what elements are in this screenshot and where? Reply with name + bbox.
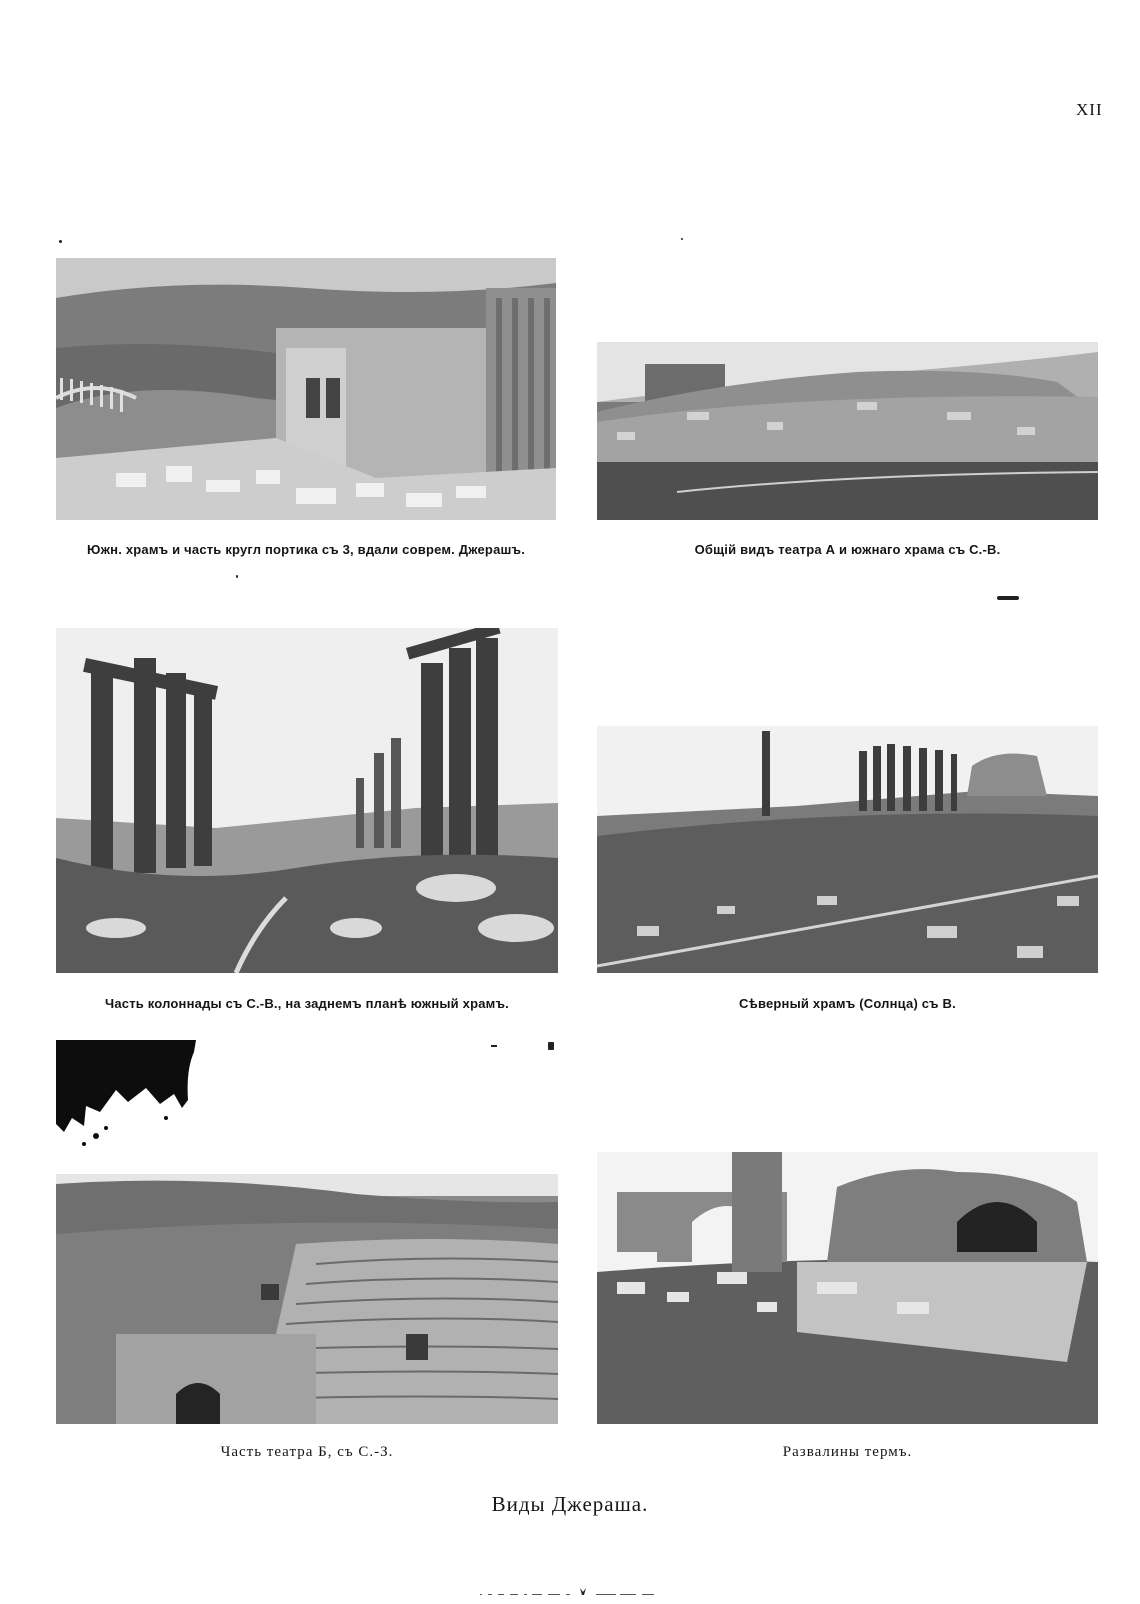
photo-north-temple-caption: Сѣверный храмъ (Солнца) съ В. — [739, 996, 956, 1011]
printer-imprint — [480, 1583, 680, 1593]
speck — [236, 575, 238, 578]
photo-theatre-a-caption: Общій видъ театра А и южнаго храма съ С.-В. — [694, 542, 1001, 557]
photo-north-temple — [597, 726, 1098, 973]
photo-theatre-b — [56, 1174, 558, 1424]
speck — [548, 1042, 554, 1050]
ink-blot — [56, 1040, 201, 1150]
speck — [681, 238, 683, 240]
photo-theatre-a — [597, 342, 1098, 520]
photo-colonnade — [56, 628, 558, 973]
speck — [59, 240, 62, 243]
photo-baths-ruins-caption: Развалины термъ. — [782, 1444, 913, 1460]
photo-south-temple — [56, 258, 556, 520]
plate-title: Виды Джераша. — [491, 1492, 649, 1516]
photo-baths-ruins — [597, 1152, 1098, 1424]
photo-theatre-b-caption: Часть театра Б, съ С.-З. — [220, 1444, 394, 1460]
speck — [491, 1045, 497, 1047]
plate-number: XII — [1076, 100, 1103, 119]
speck — [997, 596, 1019, 600]
photo-colonnade-caption: Часть колоннады съ С.-В., на заднемъ планѣ южный храмъ. — [105, 996, 509, 1011]
photo-south-temple-caption: Южн. храмъ и часть кругл портика съ 3, вдали соврем. Джерашъ. — [86, 542, 526, 557]
